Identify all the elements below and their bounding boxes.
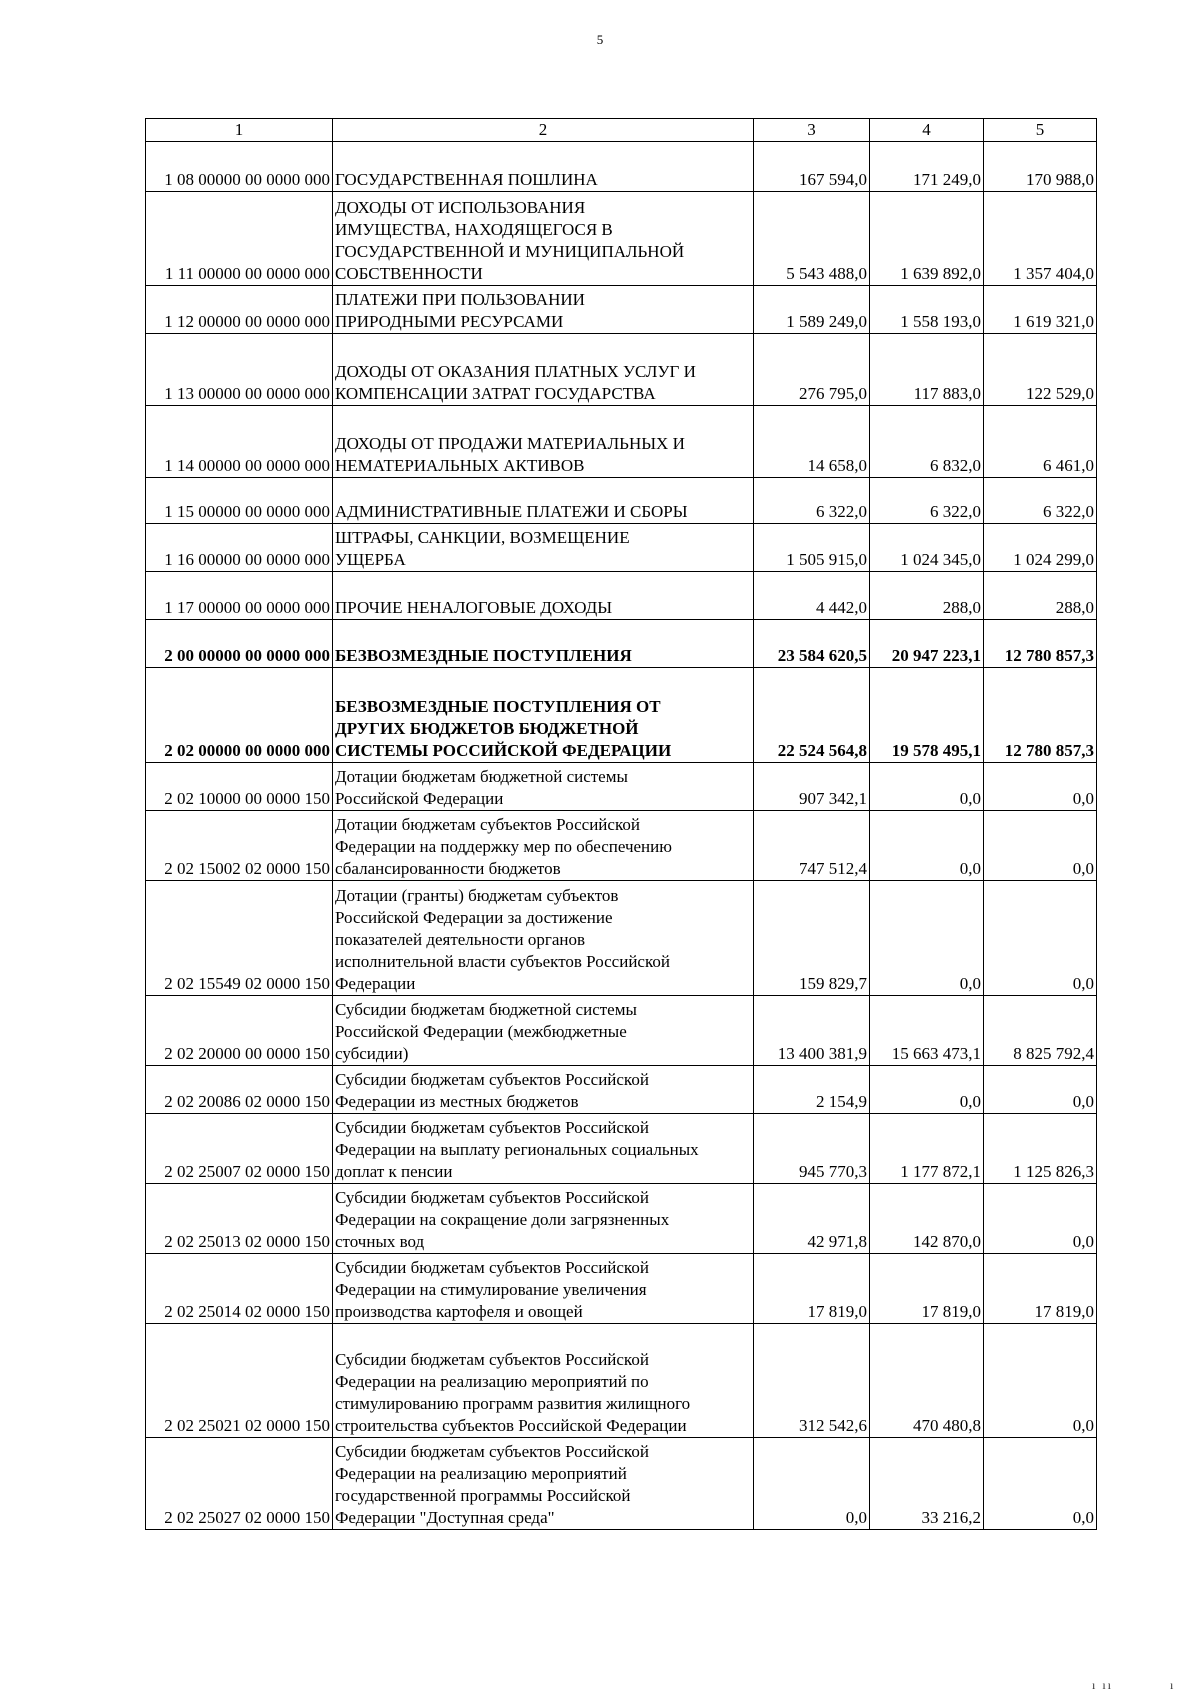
revenue-name-cell [333,1114,754,1184]
budget-code-cell: 1 14 00000 00 0000 000 [146,406,333,478]
revenue-name-line: Федерации из местных бюджетов [335,1092,579,1111]
revenue-name-line: ДОХОДЫ ОТ ИСПОЛЬЗОВАНИЯ [335,198,586,217]
budget-code-cell: 1 08 00000 00 0000 000 [146,142,333,192]
revenue-name-line: Субсидии бюджетам субъектов Российской [335,1258,649,1277]
table-row [146,406,1097,478]
revenue-name-line: Федерации [335,974,416,993]
amount-cell-col-4: 1 558 193,0 [870,286,984,334]
revenue-name-line: ПРОЧИЕ НЕНАЛОГОВЫЕ ДОХОДЫ [335,598,613,617]
revenue-name-line: Дотации (гранты) бюджетам субъектов [335,886,619,905]
revenue-name-line: Субсидии бюджетам субъектов Российской [335,1188,649,1207]
amount-cell-col-5: 12 780 857,3 [984,620,1097,668]
amount-cell-col-4: 142 870,0 [870,1184,984,1254]
table-row [146,811,1097,881]
revenue-name-line: Федерации на реализацию мероприятий по [335,1372,649,1391]
revenue-name-line: Российской Федерации (межбюджетные [335,1022,627,1041]
revenue-name-line: субсидии) [335,1044,409,1063]
revenue-name-line: Федерации на выплату региональных социальных [335,1140,699,1159]
amount-cell-col-3: 167 594,0 [754,142,870,192]
amount-cell-col-4: 171 249,0 [870,142,984,192]
revenue-name-cell [333,1324,754,1438]
amount-cell-col-5: 0,0 [984,763,1097,811]
budget-code-cell: 1 11 00000 00 0000 000 [146,192,333,286]
revenue-name-line: ПРИРОДНЫМИ РЕСУРСАМИ [335,312,564,331]
revenue-name-cell [333,881,754,996]
table-row [146,334,1097,406]
revenue-name-line: Субсидии бюджетам субъектов Российской [335,1442,649,1461]
budget-code-cell: 2 02 10000 00 0000 150 [146,763,333,811]
amount-cell-col-5: 0,0 [984,1184,1097,1254]
amount-cell-col-4: 6 832,0 [870,406,984,478]
amount-cell-col-3: 2 154,9 [754,1066,870,1114]
amount-cell-col-3: 13 400 381,9 [754,996,870,1066]
revenue-name-cell [333,996,754,1066]
revenue-name-cell [333,1254,754,1324]
revenue-name-line: Субсидии бюджетам бюджетной системы [335,1000,637,1019]
revenue-name-cell [333,142,754,192]
revenue-name-line: производства картофеля и овощей [335,1302,583,1321]
amount-cell-col-4: 6 322,0 [870,478,984,524]
revenue-name-cell [333,1438,754,1530]
revenue-name-cell [333,286,754,334]
revenue-name-line: стимулированию программ развития жилищного [335,1394,691,1413]
amount-cell-col-5: 288,0 [984,572,1097,620]
revenue-name-line: СОБСТВЕННОСТИ [335,264,483,283]
amount-cell-col-3: 42 971,8 [754,1184,870,1254]
revenue-name-line: ГОСУДАРСТВЕННАЯ ПОШЛИНА [335,170,598,189]
header-col-3: 3 [754,119,870,142]
amount-cell-col-4: 19 578 495,1 [870,668,984,763]
revenue-name-line: БЕЗВОЗМЕЗДНЫЕ ПОСТУПЛЕНИЯ [335,646,632,665]
revenue-name-cell [333,192,754,286]
budget-code-cell: 1 17 00000 00 0000 000 [146,572,333,620]
revenue-name-line: ШТРАФЫ, САНКЦИИ, ВОЗМЕЩЕНИЕ [335,528,630,547]
scan-artifact: ı ıı [1092,1678,1114,1692]
revenue-name-line: ГОСУДАРСТВЕННОЙ И МУНИЦИПАЛЬНОЙ [335,242,685,261]
header-col-2: 2 [333,119,754,142]
revenue-name-line: государственной программы Российской [335,1486,631,1505]
amount-cell-col-3: 747 512,4 [754,811,870,881]
table-row [146,1066,1097,1114]
table-row [146,286,1097,334]
amount-cell-col-5: 1 024 299,0 [984,524,1097,572]
table-row [146,620,1097,668]
amount-cell-col-3: 6 322,0 [754,478,870,524]
budget-revenue-table [145,118,1097,1530]
revenue-name-line: СИСТЕМЫ РОССИЙСКОЙ ФЕДЕРАЦИИ [335,741,672,760]
budget-code-cell: 2 02 15002 02 0000 150 [146,811,333,881]
header-col-4: 4 [870,119,984,142]
revenue-name-line: Федерации на стимулирование увеличения [335,1280,647,1299]
header-col-1: 1 [146,119,333,142]
revenue-name-line: сбалансированности бюджетов [335,859,561,878]
revenue-name-line: исполнительной власти субъектов Российской [335,952,670,971]
revenue-name-line: ДОХОДЫ ОТ ОКАЗАНИЯ ПЛАТНЫХ УСЛУГ И [335,362,696,381]
revenue-name-cell [333,763,754,811]
amount-cell-col-3: 5 543 488,0 [754,192,870,286]
table-body [146,142,1097,1530]
amount-cell-col-5: 6 322,0 [984,478,1097,524]
budget-code-cell: 2 02 20000 00 0000 150 [146,996,333,1066]
revenue-name-line: Федерации на поддержку мер по обеспечению [335,837,672,856]
revenue-name-line: БЕЗВОЗМЕЗДНЫЕ ПОСТУПЛЕНИЯ ОТ [335,697,661,716]
amount-cell-col-3: 312 542,6 [754,1324,870,1438]
revenue-name-line: ДРУГИХ БЮДЖЕТОВ БЮДЖЕТНОЙ [335,719,639,738]
revenue-name-line: УЩЕРБА [335,550,406,569]
budget-code-cell: 2 02 25013 02 0000 150 [146,1184,333,1254]
table-row [146,142,1097,192]
amount-cell-col-4: 470 480,8 [870,1324,984,1438]
amount-cell-col-5: 12 780 857,3 [984,668,1097,763]
table-row [146,1114,1097,1184]
amount-cell-col-4: 33 216,2 [870,1438,984,1530]
revenue-name-cell [333,406,754,478]
amount-cell-col-4: 1 639 892,0 [870,192,984,286]
header-col-5: 5 [984,119,1097,142]
amount-cell-col-3: 14 658,0 [754,406,870,478]
amount-cell-col-3: 945 770,3 [754,1114,870,1184]
table-row [146,763,1097,811]
revenue-name-line: НЕМАТЕРИАЛЬНЫХ АКТИВОВ [335,456,585,475]
amount-cell-col-5: 122 529,0 [984,334,1097,406]
budget-code-cell: 2 02 25021 02 0000 150 [146,1324,333,1438]
amount-cell-col-5: 6 461,0 [984,406,1097,478]
budget-code-cell: 1 15 00000 00 0000 000 [146,478,333,524]
budget-code-cell: 2 02 20086 02 0000 150 [146,1066,333,1114]
revenue-name-line: Дотации бюджетам бюджетной системы [335,767,628,786]
budget-code-cell: 2 02 25014 02 0000 150 [146,1254,333,1324]
revenue-name-cell [333,668,754,763]
table-row [146,1254,1097,1324]
amount-cell-col-5: 0,0 [984,1438,1097,1530]
amount-cell-col-5: 8 825 792,4 [984,996,1097,1066]
amount-cell-col-4: 1 177 872,1 [870,1114,984,1184]
amount-cell-col-5: 0,0 [984,1066,1097,1114]
amount-cell-col-3: 4 442,0 [754,572,870,620]
amount-cell-col-4: 20 947 223,1 [870,620,984,668]
amount-cell-col-4: 17 819,0 [870,1254,984,1324]
table-row [146,478,1097,524]
table-row [146,1184,1097,1254]
amount-cell-col-3: 0,0 [754,1438,870,1530]
revenue-name-line: Федерации "Доступная среда" [335,1508,555,1527]
amount-cell-col-3: 276 795,0 [754,334,870,406]
revenue-name-cell [333,524,754,572]
revenue-name-line: ДОХОДЫ ОТ ПРОДАЖИ МАТЕРИАЛЬНЫХ И [335,434,685,453]
table-row [146,192,1097,286]
budget-code-cell: 1 16 00000 00 0000 000 [146,524,333,572]
amount-cell-col-4: 15 663 473,1 [870,996,984,1066]
revenue-name-line: АДМИНИСТРАТИВНЫЕ ПЛАТЕЖИ И СБОРЫ [335,502,688,521]
amount-cell-col-3: 22 524 564,8 [754,668,870,763]
page-number: 5 [596,32,604,47]
amount-cell-col-4: 0,0 [870,763,984,811]
amount-cell-col-4: 0,0 [870,881,984,996]
table-row [146,881,1097,996]
revenue-name-cell [333,1184,754,1254]
amount-cell-col-5: 170 988,0 [984,142,1097,192]
revenue-name-line: строительства субъектов Российской Федерации [335,1416,687,1435]
amount-cell-col-5: 0,0 [984,881,1097,996]
budget-code-cell: 1 13 00000 00 0000 000 [146,334,333,406]
amount-cell-col-3: 907 342,1 [754,763,870,811]
budget-code-cell: 2 02 25007 02 0000 150 [146,1114,333,1184]
amount-cell-col-5: 1 125 826,3 [984,1114,1097,1184]
amount-cell-col-4: 0,0 [870,811,984,881]
table-row [146,1438,1097,1530]
budget-code-cell: 2 02 15549 02 0000 150 [146,881,333,996]
budget-code-cell: 2 00 00000 00 0000 000 [146,620,333,668]
revenue-name-cell [333,572,754,620]
revenue-name-line: КОМПЕНСАЦИИ ЗАТРАТ ГОСУДАРСТВА [335,384,656,403]
revenue-name-cell [333,334,754,406]
revenue-name-line: ИМУЩЕСТВА, НАХОДЯЩЕГОСЯ В [335,220,613,239]
revenue-name-line: доплат к пенсии [335,1162,453,1181]
amount-cell-col-3: 23 584 620,5 [754,620,870,668]
budget-code-cell: 2 02 00000 00 0000 000 [146,668,333,763]
amount-cell-col-5: 1 357 404,0 [984,192,1097,286]
amount-cell-col-5: 1 619 321,0 [984,286,1097,334]
revenue-name-cell [333,1066,754,1114]
revenue-name-line: Российской Федерации за достижение [335,908,613,927]
revenue-name-cell [333,478,754,524]
table-row [146,668,1097,763]
revenue-name-line: показателей деятельности органов [335,930,586,949]
table-header-row [146,119,1097,142]
revenue-name-line: Субсидии бюджетам субъектов Российской [335,1070,649,1089]
amount-cell-col-4: 288,0 [870,572,984,620]
amount-cell-col-4: 117 883,0 [870,334,984,406]
revenue-name-line: Федерации на реализацию мероприятий [335,1464,627,1483]
amount-cell-col-3: 1 505 915,0 [754,524,870,572]
table-row [146,996,1097,1066]
revenue-name-line: Дотации бюджетам субъектов Российской [335,815,640,834]
amount-cell-col-3: 17 819,0 [754,1254,870,1324]
revenue-name-line: ПЛАТЕЖИ ПРИ ПОЛЬЗОВАНИИ [335,290,585,309]
amount-cell-col-3: 1 589 249,0 [754,286,870,334]
budget-code-cell: 2 02 25027 02 0000 150 [146,1438,333,1530]
revenue-name-cell [333,811,754,881]
scan-artifact: ı [1170,1678,1174,1692]
revenue-name-cell [333,620,754,668]
revenue-name-line: Российской Федерации [335,789,504,808]
amount-cell-col-5: 17 819,0 [984,1254,1097,1324]
revenue-name-line: Субсидии бюджетам субъектов Российской [335,1118,649,1137]
budget-code-cell: 1 12 00000 00 0000 000 [146,286,333,334]
revenue-name-line: Субсидии бюджетам субъектов Российской [335,1350,649,1369]
amount-cell-col-5: 0,0 [984,1324,1097,1438]
table-row [146,524,1097,572]
table-row [146,1324,1097,1438]
amount-cell-col-5: 0,0 [984,811,1097,881]
amount-cell-col-4: 1 024 345,0 [870,524,984,572]
amount-cell-col-3: 159 829,7 [754,881,870,996]
amount-cell-col-4: 0,0 [870,1066,984,1114]
revenue-name-line: Федерации на сокращение доли загрязненных [335,1210,670,1229]
revenue-name-line: сточных вод [335,1232,425,1251]
table-row [146,572,1097,620]
